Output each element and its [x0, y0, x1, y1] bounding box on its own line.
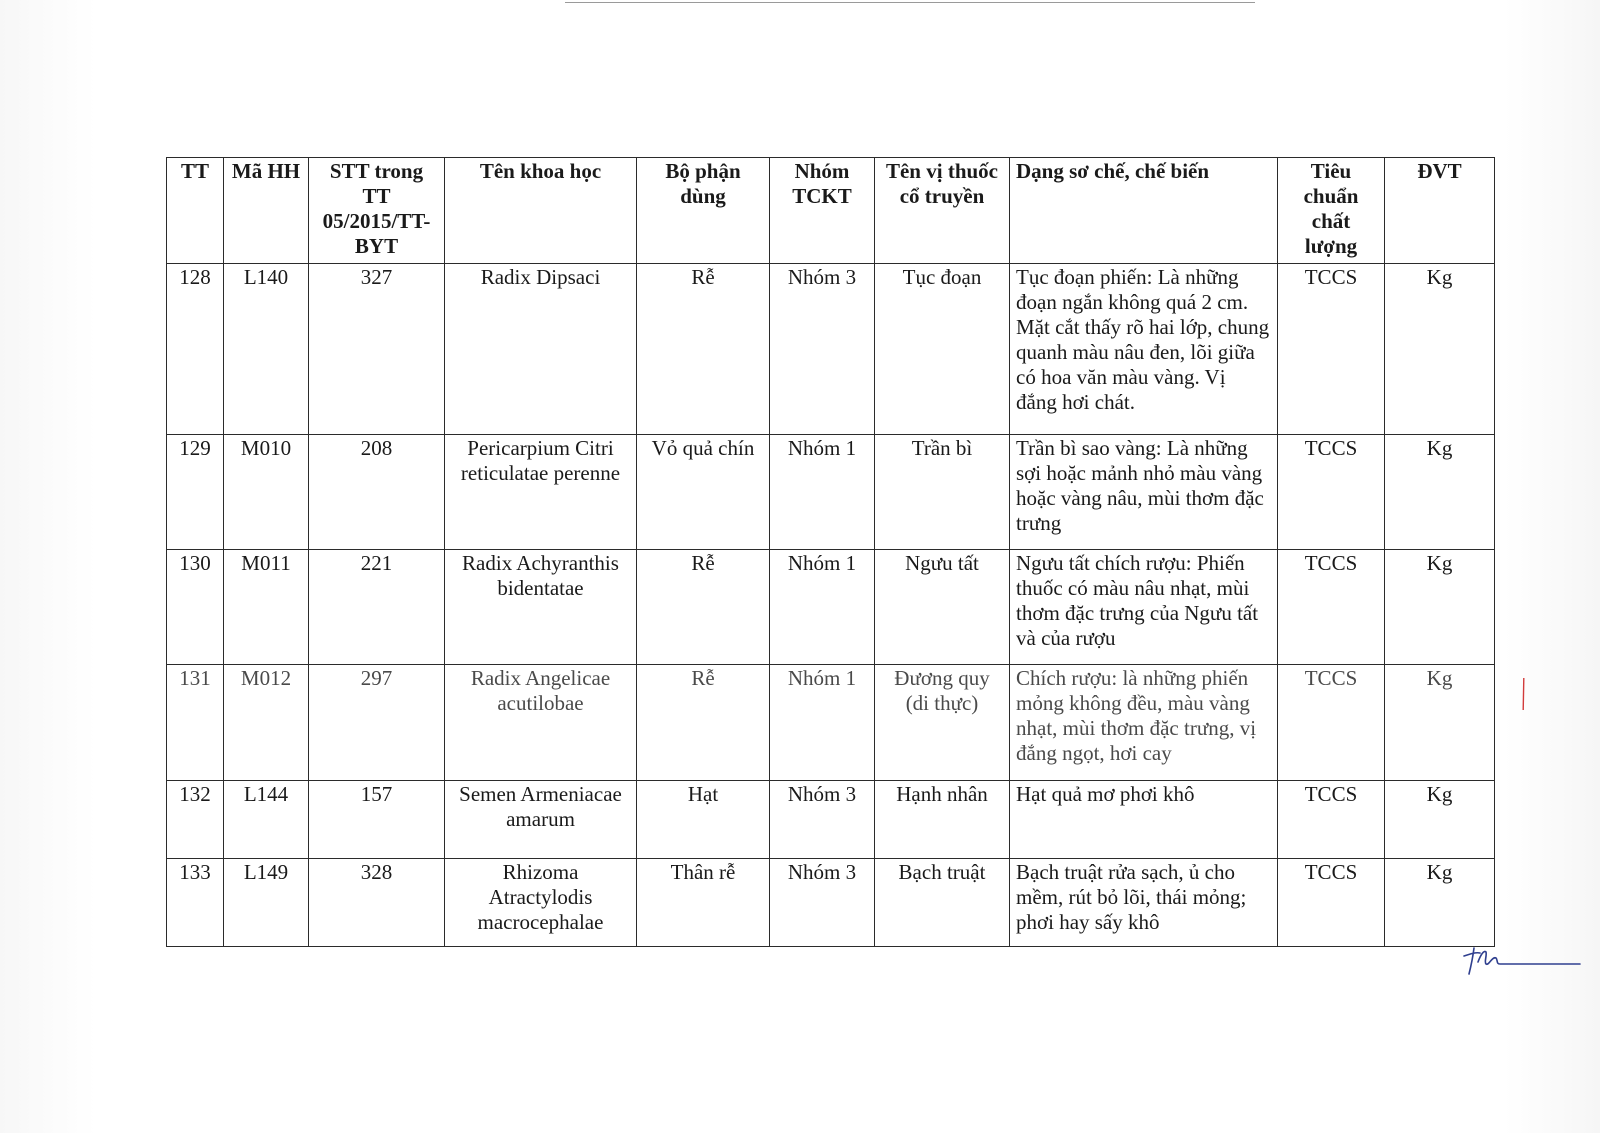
header-bo-phan-dung: Bộ phận dùng	[637, 158, 770, 264]
cell-bo-phan-dung: Rễ	[637, 550, 770, 665]
cell-dang-che-bien: Trần bì sao vàng: Là những sợi hoặc mảnh nhỏ màu vàng hoặc vàng nâu, mùi thơm đặc trưng	[1010, 435, 1278, 550]
header-ten-khoa-hoc: Tên khoa học	[445, 158, 637, 264]
cell-ma-hh: L140	[224, 264, 309, 435]
cell-ten-khoa-hoc: Pericarpium Citri reticulatae perenne	[445, 435, 637, 550]
header-dang-che-bien: Dạng sơ chế, chế biến	[1010, 158, 1278, 264]
red-pen-mark	[1522, 678, 1525, 710]
scan-edge-line	[565, 2, 1255, 3]
cell-ten-khoa-hoc: Radix Dipsaci	[445, 264, 637, 435]
cell-nhom: Nhóm 3	[770, 264, 875, 435]
cell-stt: 157	[309, 781, 445, 859]
cell-ten-khoa-hoc: Rhizoma Atractylodis macrocephalae	[445, 859, 637, 947]
table-row	[167, 264, 1495, 435]
cell-tt: 133	[167, 859, 224, 947]
cell-tt: 130	[167, 550, 224, 665]
cell-dang-che-bien: Ngưu tất chích rượu: Phiến thuốc có màu nâu nhạt, mùi thơm đặc trưng của Ngưu tất và của rượu	[1010, 550, 1278, 665]
cell-tieu-chuan: TCCS	[1278, 550, 1385, 665]
cell-tt: 131	[167, 665, 224, 781]
cell-ten-vi-thuoc: Hạnh nhân	[875, 781, 1010, 859]
cell-ma-hh: L149	[224, 859, 309, 947]
cell-ten-khoa-hoc: Semen Armeniacae amarum	[445, 781, 637, 859]
table-row	[167, 550, 1495, 665]
cell-dvt: Kg	[1385, 665, 1495, 781]
cell-dvt: Kg	[1385, 859, 1495, 947]
cell-bo-phan-dung: Hạt	[637, 781, 770, 859]
cell-ma-hh: M012	[224, 665, 309, 781]
cell-ten-vi-thuoc: Bạch truật	[875, 859, 1010, 947]
cell-nhom: Nhóm 1	[770, 665, 875, 781]
cell-bo-phan-dung: Rễ	[637, 264, 770, 435]
cell-nhom: Nhóm 1	[770, 435, 875, 550]
cell-bo-phan-dung: Vỏ quả chín	[637, 435, 770, 550]
header-stt: STT trong TT 05/2015/TT-BYT	[309, 158, 445, 264]
cell-stt: 208	[309, 435, 445, 550]
cell-ten-vi-thuoc: Đương quy (di thực)	[875, 665, 1010, 781]
cell-tt: 132	[167, 781, 224, 859]
cell-nhom: Nhóm 3	[770, 781, 875, 859]
cell-dang-che-bien: Tục đoạn phiến: Là những đoạn ngắn không quá 2 cm. Mặt cắt thấy rõ hai lớp, chung quanh màu nâu đen, lõi giữa có hoa văn màu vàng. Vị đắng hơi chát.	[1010, 264, 1278, 435]
header-tt: TT	[167, 158, 224, 264]
table-header-row	[167, 158, 1495, 264]
cell-ten-vi-thuoc: Tục đoạn	[875, 264, 1010, 435]
cell-tt: 129	[167, 435, 224, 550]
cell-tieu-chuan: TCCS	[1278, 781, 1385, 859]
header-nhom-tckt: Nhóm TCKT	[770, 158, 875, 264]
header-dvt: ĐVT	[1385, 158, 1495, 264]
handwritten-initial-signature	[1462, 942, 1582, 980]
cell-stt: 297	[309, 665, 445, 781]
cell-dvt: Kg	[1385, 550, 1495, 665]
header-ten-vi-thuoc: Tên vị thuốc cổ truyền	[875, 158, 1010, 264]
cell-ten-khoa-hoc: Radix Angelicae acutilobae	[445, 665, 637, 781]
cell-stt: 327	[309, 264, 445, 435]
cell-ma-hh: M010	[224, 435, 309, 550]
cell-ten-vi-thuoc: Trần bì	[875, 435, 1010, 550]
cell-nhom: Nhóm 3	[770, 859, 875, 947]
cell-dang-che-bien: Chích rượu: là những phiến mỏng không đều, màu vàng nhạt, mùi thơm đặc trưng, vị đắng ngọt, hơi cay	[1010, 665, 1278, 781]
cell-dang-che-bien: Bạch truật rửa sạch, ủ cho mềm, rút bỏ lõi, thái mỏng; phơi hay sấy khô	[1010, 859, 1278, 947]
cell-bo-phan-dung: Thân rễ	[637, 859, 770, 947]
cell-tieu-chuan: TCCS	[1278, 264, 1385, 435]
cell-dang-che-bien: Hạt quả mơ phơi khô	[1010, 781, 1278, 859]
cell-tieu-chuan: TCCS	[1278, 665, 1385, 781]
header-tieu-chuan: Tiêu chuẩn chất lượng	[1278, 158, 1385, 264]
cell-stt: 221	[309, 550, 445, 665]
header-ma-hh: Mã HH	[224, 158, 309, 264]
cell-ma-hh: L144	[224, 781, 309, 859]
herbal-medicine-table	[166, 157, 1495, 947]
cell-ma-hh: M011	[224, 550, 309, 665]
cell-tieu-chuan: TCCS	[1278, 435, 1385, 550]
cell-stt: 328	[309, 859, 445, 947]
cell-ten-vi-thuoc: Ngưu tất	[875, 550, 1010, 665]
cell-dvt: Kg	[1385, 435, 1495, 550]
table-row	[167, 435, 1495, 550]
cell-ten-khoa-hoc: Radix Achyranthis bidentatae	[445, 550, 637, 665]
cell-tieu-chuan: TCCS	[1278, 859, 1385, 947]
cell-nhom: Nhóm 1	[770, 550, 875, 665]
table-row	[167, 859, 1495, 947]
cell-tt: 128	[167, 264, 224, 435]
cell-dvt: Kg	[1385, 264, 1495, 435]
table-row	[167, 781, 1495, 859]
cell-bo-phan-dung: Rễ	[637, 665, 770, 781]
table-row	[167, 665, 1495, 781]
cell-dvt: Kg	[1385, 781, 1495, 859]
